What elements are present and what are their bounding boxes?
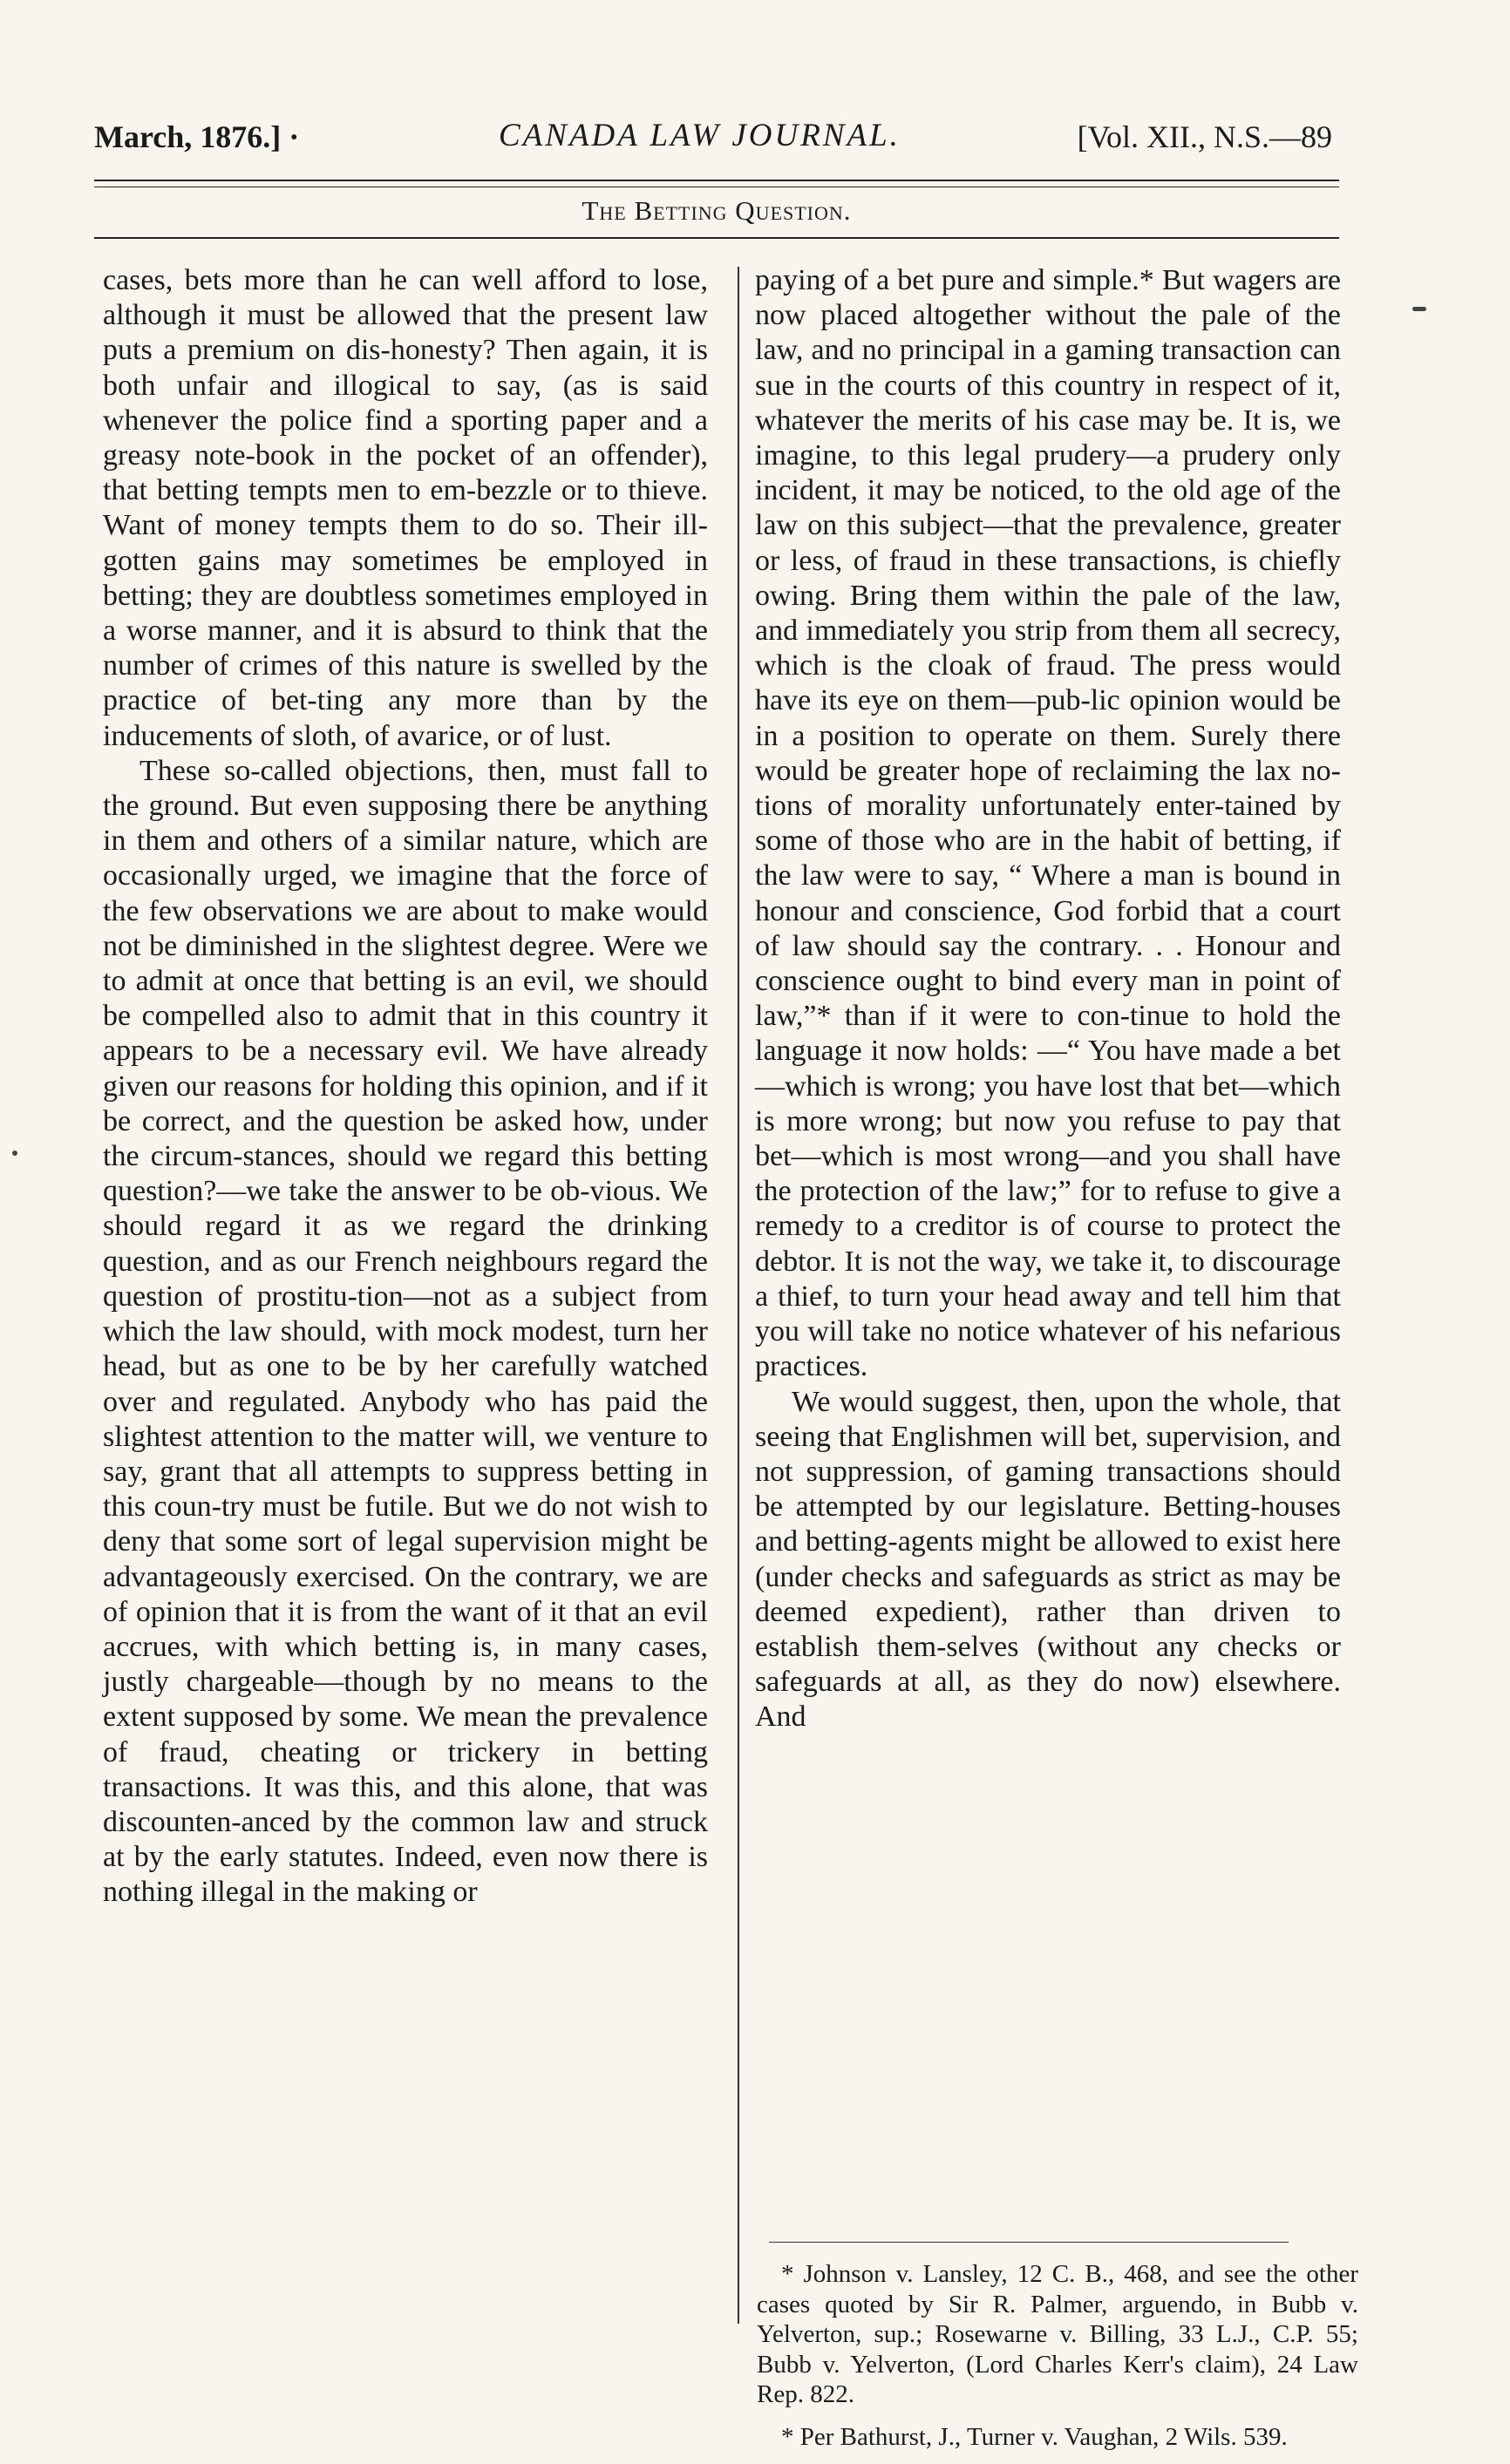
section-title: The Betting Question. (582, 195, 852, 226)
footnote-1: * Johnson v. Lansley, 12 C. B., 468, and see the other cases quoted by Sir R. Palmer, arguendo, in Bubb v. Yelverton, sup.; Rosewarne v. Billing, 33 L.J., C.P. 55; Bubb v. Yelverton, (Lord Charles Kerr's claim), 24 Law Rep. 822. (757, 2260, 1358, 2408)
issue-date: March, 1876.] · (94, 119, 300, 154)
left-column (103, 263, 708, 1911)
right-column (755, 263, 1341, 1735)
volume-page-number: [Vol. XII., N.S.—89 (1077, 119, 1332, 154)
header-rule-top (94, 180, 1339, 181)
running-header (94, 112, 1332, 164)
footnote-rule (769, 2242, 1289, 2243)
right-paragraph-1: paying of a bet pure and simple.* But wagers are now placed altogether without the pale of the law, and no principal in a gaming transaction can sue in the courts of this country in respect of it, whatever the merits of his case may be. It is, we imagine, to this legal prudery—a prudery only incident, it may be noticed, to the old age of the law on this subject—that the prevalence, greater or less, of fraud in these transactions, is chiefly owing. Bring them within the pale of the law, and immediately you strip from them all secrecy, which is the cloak of fraud. The press would have its eye on them—pub-lic opinion would be in a position to operate on them. Surely there would be greater hope of reclaiming the lax no-tions of morality unfortunately enter-tained by some of those who are in the habit of betting, if the law were to say, “ Where a man is bound in honour and conscience, God forbid that a court of law should say the contrary. . . Honour and conscience ought to bind every man in point of law,”* than if it were to con-tinue to hold the language it now holds: —“ You have made a bet—which is wrong; you have lost that bet—which is more wrong; but now you refuse to pay that bet—which is most wrong—and you shall have the protection of the law;” for to refuse to give a remedy to a creditor is of course to protect the debtor. It is not the way, we take it, to discourage a thief, to turn your head away and tell him that you will take no notice whatever of his nefarious practices. (755, 264, 1341, 1383)
right-paragraph-2: We would suggest, then, upon the whole, that seeing that Englishmen will bet, supervision, and not suppression, of gaming transactions should be attempted by our legislature. Betting-houses and betting-agents might be allowed to exist here (under checks and safeguards as strict as may be deemed expedient), rather than driven to establish them-selves (without any checks or safeguards at all, as they do now) elsewhere. And (755, 1385, 1341, 1734)
print-speck (12, 1151, 17, 1156)
section-rule (94, 237, 1339, 239)
left-paragraph-2: These so-called objections, then, must fall to the ground. But even supposing there be anything in them and others of a similar nature, which are occasionally urged, we imagine that the force of the few observations we are about to make would not be diminished in the slightest degree. Were we to admit at once that betting is an evil, we should be compelled also to admit that in this country it appears to be a necessary evil. We have already given our reasons for holding this opinion, and if it be correct, and the question be asked how, under the circum-stances, should we regard this betting question?—we take the answer to be ob-vious. We should regard it as we regard the drinking question, and as our French neighbours regard the question of prostitu-tion—not as a subject from which the law should, with mock modest, turn her head, but as one to be by her carefully watched over and regulated. Anybody who has paid the slightest attention to the matter will, we venture to say, grant that all attempts to suppress betting in this coun-try must be futile. But we do not wish to deny that some sort of legal supervision might be advantageously exercised. On the contrary, we are of opinion that it is from the want of it that an evil accrues, with which betting is, in many cases, justly chargeable—though by no means to the extent supposed by some. We mean the prevalence of fraud, cheating or trickery in betting transactions. It was this, and this alone, that was discounten-anced by the common law and struck at by the early statutes. Indeed, even now there is nothing illegal in the making or (103, 754, 708, 1909)
print-speck (1412, 307, 1426, 311)
left-paragraph-1: cases, bets more than he can well afford to lose, although it must be allowed that the present law puts a premium on dis-honesty? Then again, it is both unfair and illogical to say, (as is said whenever the police find a sporting paper and a greasy note-book in the pocket of an offender), that betting tempts men to em-bezzle or to thieve. Want of money tempts them to do so. Their ill-gotten gains may sometimes be employed in betting; they are doubtless sometimes employed in a worse manner, and it is absurd to think that the number of crimes of this nature is swelled by the practice of bet-ting any more than by the inducements of sloth, of avarice, or of lust. (103, 264, 708, 752)
journal-title: CANADA LAW JOURNAL. (499, 118, 901, 153)
footnotes (757, 2259, 1358, 2464)
footnote-2: * Per Bathurst, J., Turner v. Vaughan, 2 Wils. 539. (781, 2422, 1288, 2451)
column-divider (738, 267, 739, 2324)
